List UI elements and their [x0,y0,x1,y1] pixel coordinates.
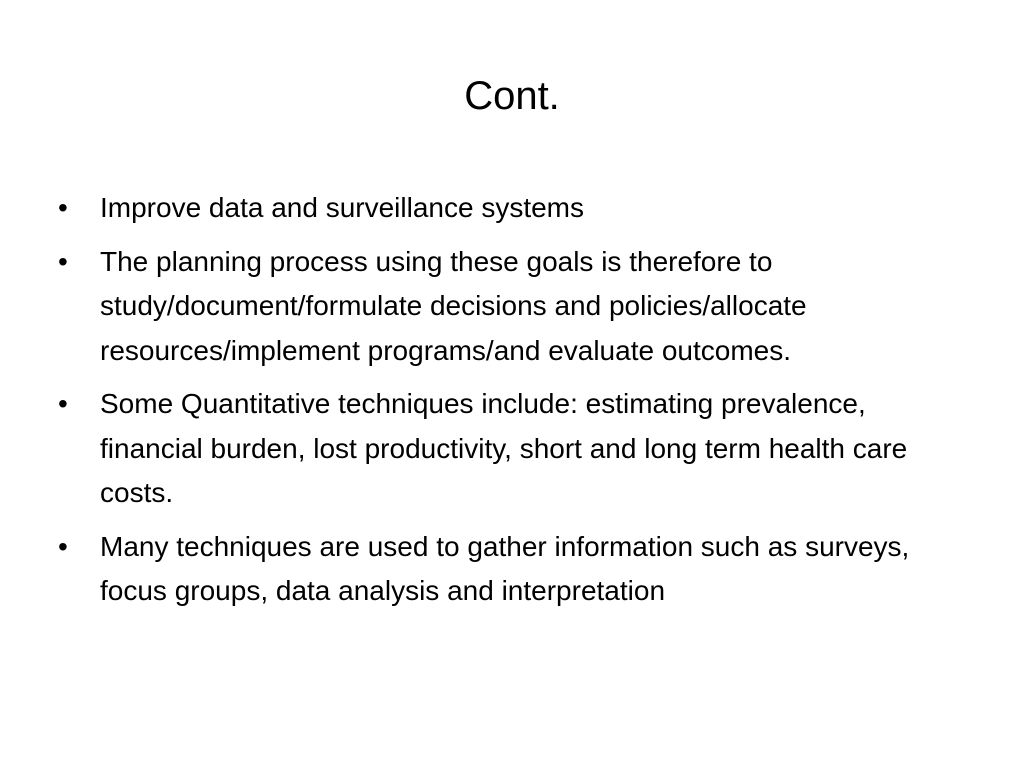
bullet-text: Improve data and surveillance systems [100,192,584,223]
bullet-item [56,240,966,374]
bullet-list [56,186,966,623]
bullet-icon: • [58,530,68,562]
bullet-text: The planning process using these goals is therefore to study/document/formulate decisions and policies/allocate resources/implement programs/and evaluate outcomes. [100,245,807,366]
bullet-icon: • [58,245,68,277]
slide-title: Cont. [464,74,560,118]
bullet-item [56,525,966,614]
bullet-text: Some Quantitative techniques include: estimating prevalence, financial burden, lost productivity, short and long term health care costs. [100,388,908,508]
bullet-icon: • [58,388,68,419]
bullet-icon: • [58,192,68,223]
bullet-item [56,186,966,231]
bullet-text: Many techniques are used to gather information such as surveys, focus groups, data analysis and interpretation [100,530,910,606]
bullet-item [56,382,966,516]
